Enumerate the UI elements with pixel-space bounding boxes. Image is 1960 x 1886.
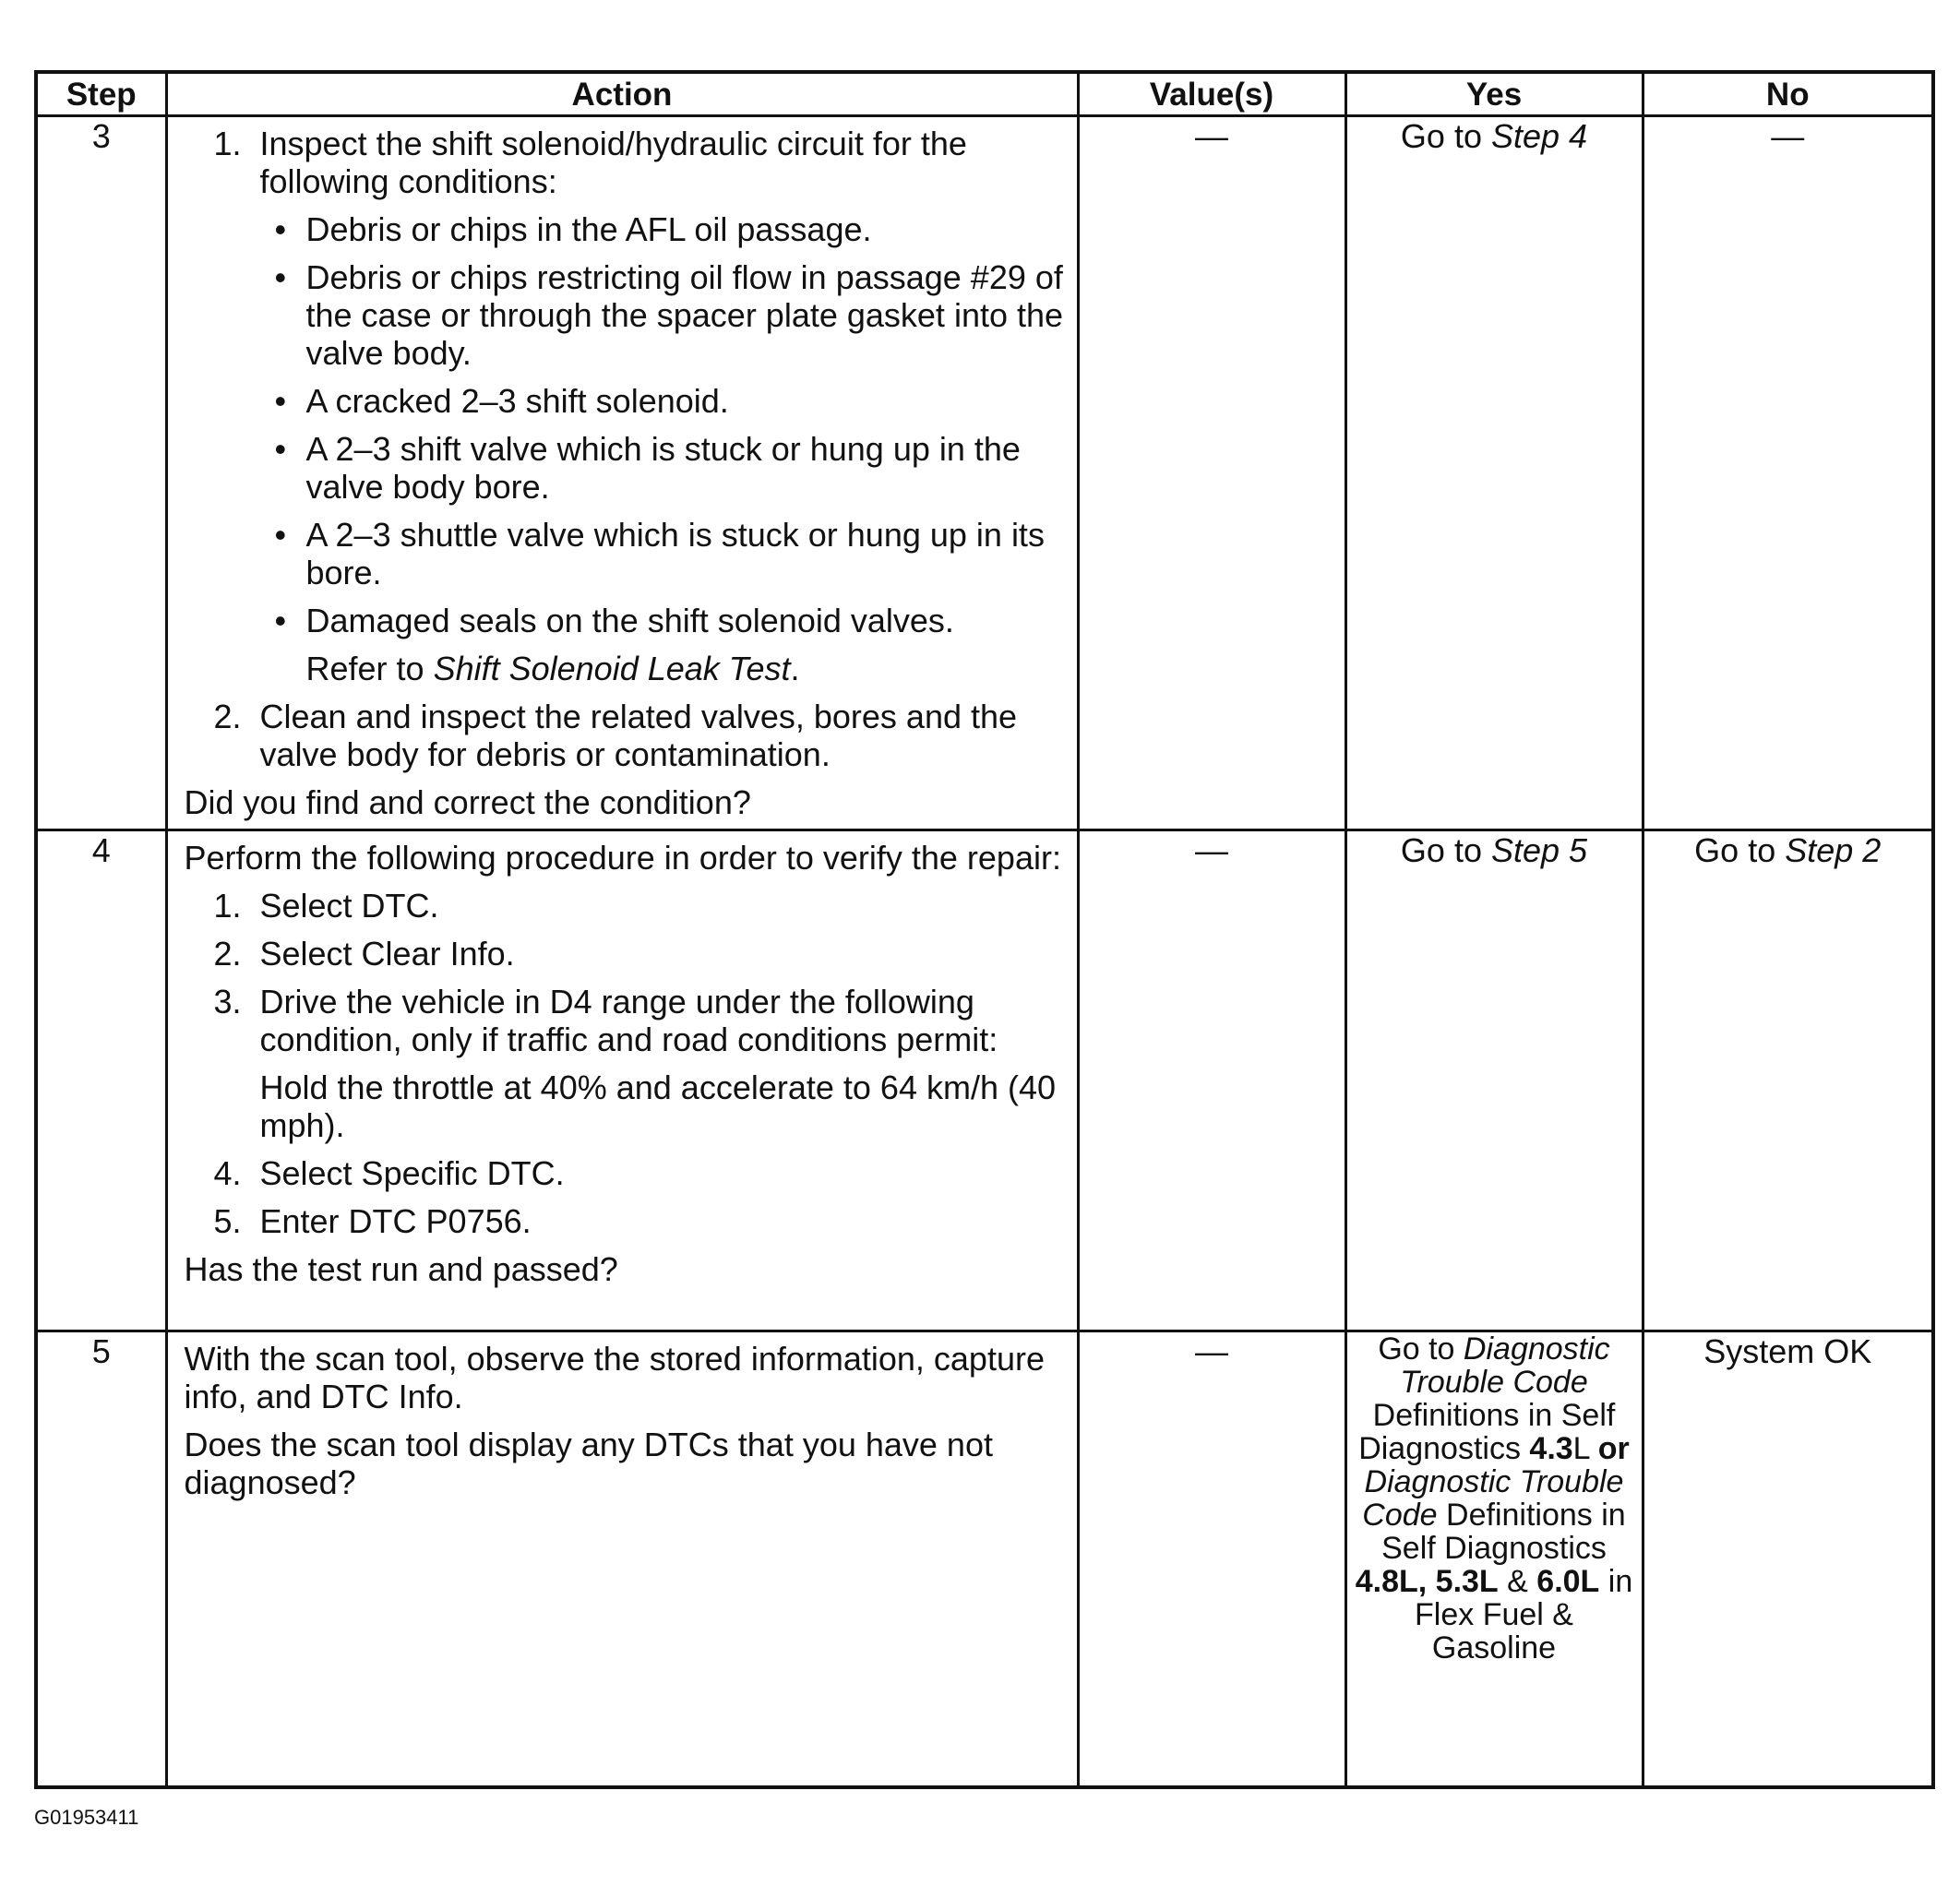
table-row-step-3 bbox=[36, 116, 1933, 830]
value-cell: — bbox=[1078, 1331, 1345, 1787]
item-number: 2. bbox=[213, 698, 242, 735]
action-intro: With the scan tool, observe the stored information, capture info, and DTC Info. bbox=[184, 1340, 1045, 1415]
table-row-step-5 bbox=[36, 1331, 1933, 1787]
step-4-link[interactable]: Step 4 bbox=[1490, 117, 1588, 155]
leak-test-link[interactable]: Shift Solenoid Leak Test bbox=[433, 650, 791, 687]
bullet-item: • Damaged seals on the shift solenoid valves. bbox=[274, 602, 954, 639]
no-cell: System OK bbox=[1643, 1331, 1933, 1787]
header-no: No bbox=[1643, 72, 1933, 116]
action-cell bbox=[166, 116, 1078, 830]
yes-cell: Go to Step 4 bbox=[1345, 116, 1643, 830]
header-step: Step bbox=[36, 72, 166, 116]
no-cell: — bbox=[1643, 116, 1933, 830]
list-item: 2. Select Clear Info. bbox=[213, 935, 515, 973]
list-item bbox=[185, 698, 1066, 773]
item-number: 1. bbox=[213, 125, 242, 162]
header-values: Value(s) bbox=[1078, 72, 1345, 116]
item-text: Inspect the shift solenoid/hydraulic circuit for the following conditions: bbox=[259, 125, 967, 200]
condition-bullets bbox=[260, 210, 1066, 639]
action-cell bbox=[166, 1331, 1078, 1787]
action-question: Did you find and correct the condition? bbox=[184, 783, 751, 821]
bullet-dot-icon: • bbox=[274, 258, 287, 296]
header-row bbox=[36, 72, 1933, 116]
bullet-dot-icon: • bbox=[274, 382, 287, 420]
step-5-link[interactable]: Step 5 bbox=[1490, 831, 1588, 869]
action-intro: Perform the following procedure in order to verify the repair: bbox=[184, 839, 1061, 877]
dtc-link-2[interactable]: Diagnostic Trouble Code bbox=[1362, 1464, 1624, 1533]
header-action: Action bbox=[166, 72, 1078, 116]
item-text: Clean and inspect the related valves, bores and the valve body for debris or contamination. bbox=[259, 698, 1018, 773]
bullet-dot-icon: • bbox=[274, 430, 287, 468]
list-item: 3. Drive the vehicle in D4 range under the following condition, only if traffic and road conditions permit: Hold the throttle at 40% and accelerate to 64 km/h (40 mph). bbox=[185, 983, 1066, 1144]
table-row-step-4 bbox=[36, 830, 1933, 1331]
bullet-item: • Debris or chips restricting oil flow in passage #29 of the case or through the spacer plate gasket into the valve body. bbox=[274, 258, 1064, 372]
bullet-dot-icon: • bbox=[274, 516, 287, 554]
step-number: 5 bbox=[36, 1331, 166, 1787]
bullet-item: • Debris or chips in the AFL oil passage. bbox=[274, 210, 872, 248]
dtc-link-1[interactable]: Diagnostic Trouble Code bbox=[1400, 1331, 1610, 1400]
value-cell: — bbox=[1078, 116, 1345, 830]
dtc-reference: Go to Diagnostic Trouble Code Definitions in Self Diagnostics 4.3L or Diagnostic Trouble Code Definitions in Self Diagnostics 4.8L, 5.3L & 6.0L in Flex Fuel & Gasoline bbox=[1355, 1331, 1633, 1665]
no-cell: Go to Step 2 bbox=[1643, 830, 1933, 1331]
bullet-dot-icon: • bbox=[274, 210, 287, 248]
yes-cell: Go to Step 5 bbox=[1345, 830, 1643, 1331]
list-item: 4. Select Specific DTC. bbox=[213, 1154, 565, 1192]
list-item: 5. Enter DTC P0756. bbox=[213, 1202, 532, 1240]
bullet-dot-icon: • bbox=[274, 602, 287, 639]
list-item: 1. Select DTC. bbox=[213, 887, 439, 925]
action-list bbox=[185, 125, 1066, 773]
figure-id: G01953411 bbox=[34, 1806, 139, 1829]
refer-note: Refer to Shift Solenoid Leak Test. bbox=[305, 650, 800, 687]
action-question: Has the test run and passed? bbox=[184, 1250, 618, 1288]
diagnostic-table bbox=[34, 70, 1935, 1789]
bullet-item: • A 2–3 shuttle valve which is stuck or hung up in its bore. bbox=[274, 516, 1045, 591]
sub-instruction: Hold the throttle at 40% and accelerate to 64 km/h (40 mph). bbox=[259, 1068, 1057, 1144]
yes-cell bbox=[1345, 1331, 1643, 1787]
action-cell bbox=[166, 830, 1078, 1331]
step-2-link[interactable]: Step 2 bbox=[1785, 831, 1882, 869]
step-number: 4 bbox=[36, 830, 166, 1331]
bullet-item: • A 2–3 shift valve which is stuck or hung up in the valve body bore. bbox=[274, 430, 1021, 506]
header-yes: Yes bbox=[1345, 72, 1643, 116]
step-number: 3 bbox=[36, 116, 166, 830]
action-question: Does the scan tool display any DTCs that you have not diagnosed? bbox=[184, 1426, 993, 1501]
value-cell: — bbox=[1078, 830, 1345, 1331]
procedure-list bbox=[185, 887, 1066, 1240]
list-item bbox=[185, 125, 1066, 687]
bullet-item: • A cracked 2–3 shift solenoid. bbox=[274, 382, 729, 420]
diagnostic-table-container bbox=[34, 70, 1931, 1789]
